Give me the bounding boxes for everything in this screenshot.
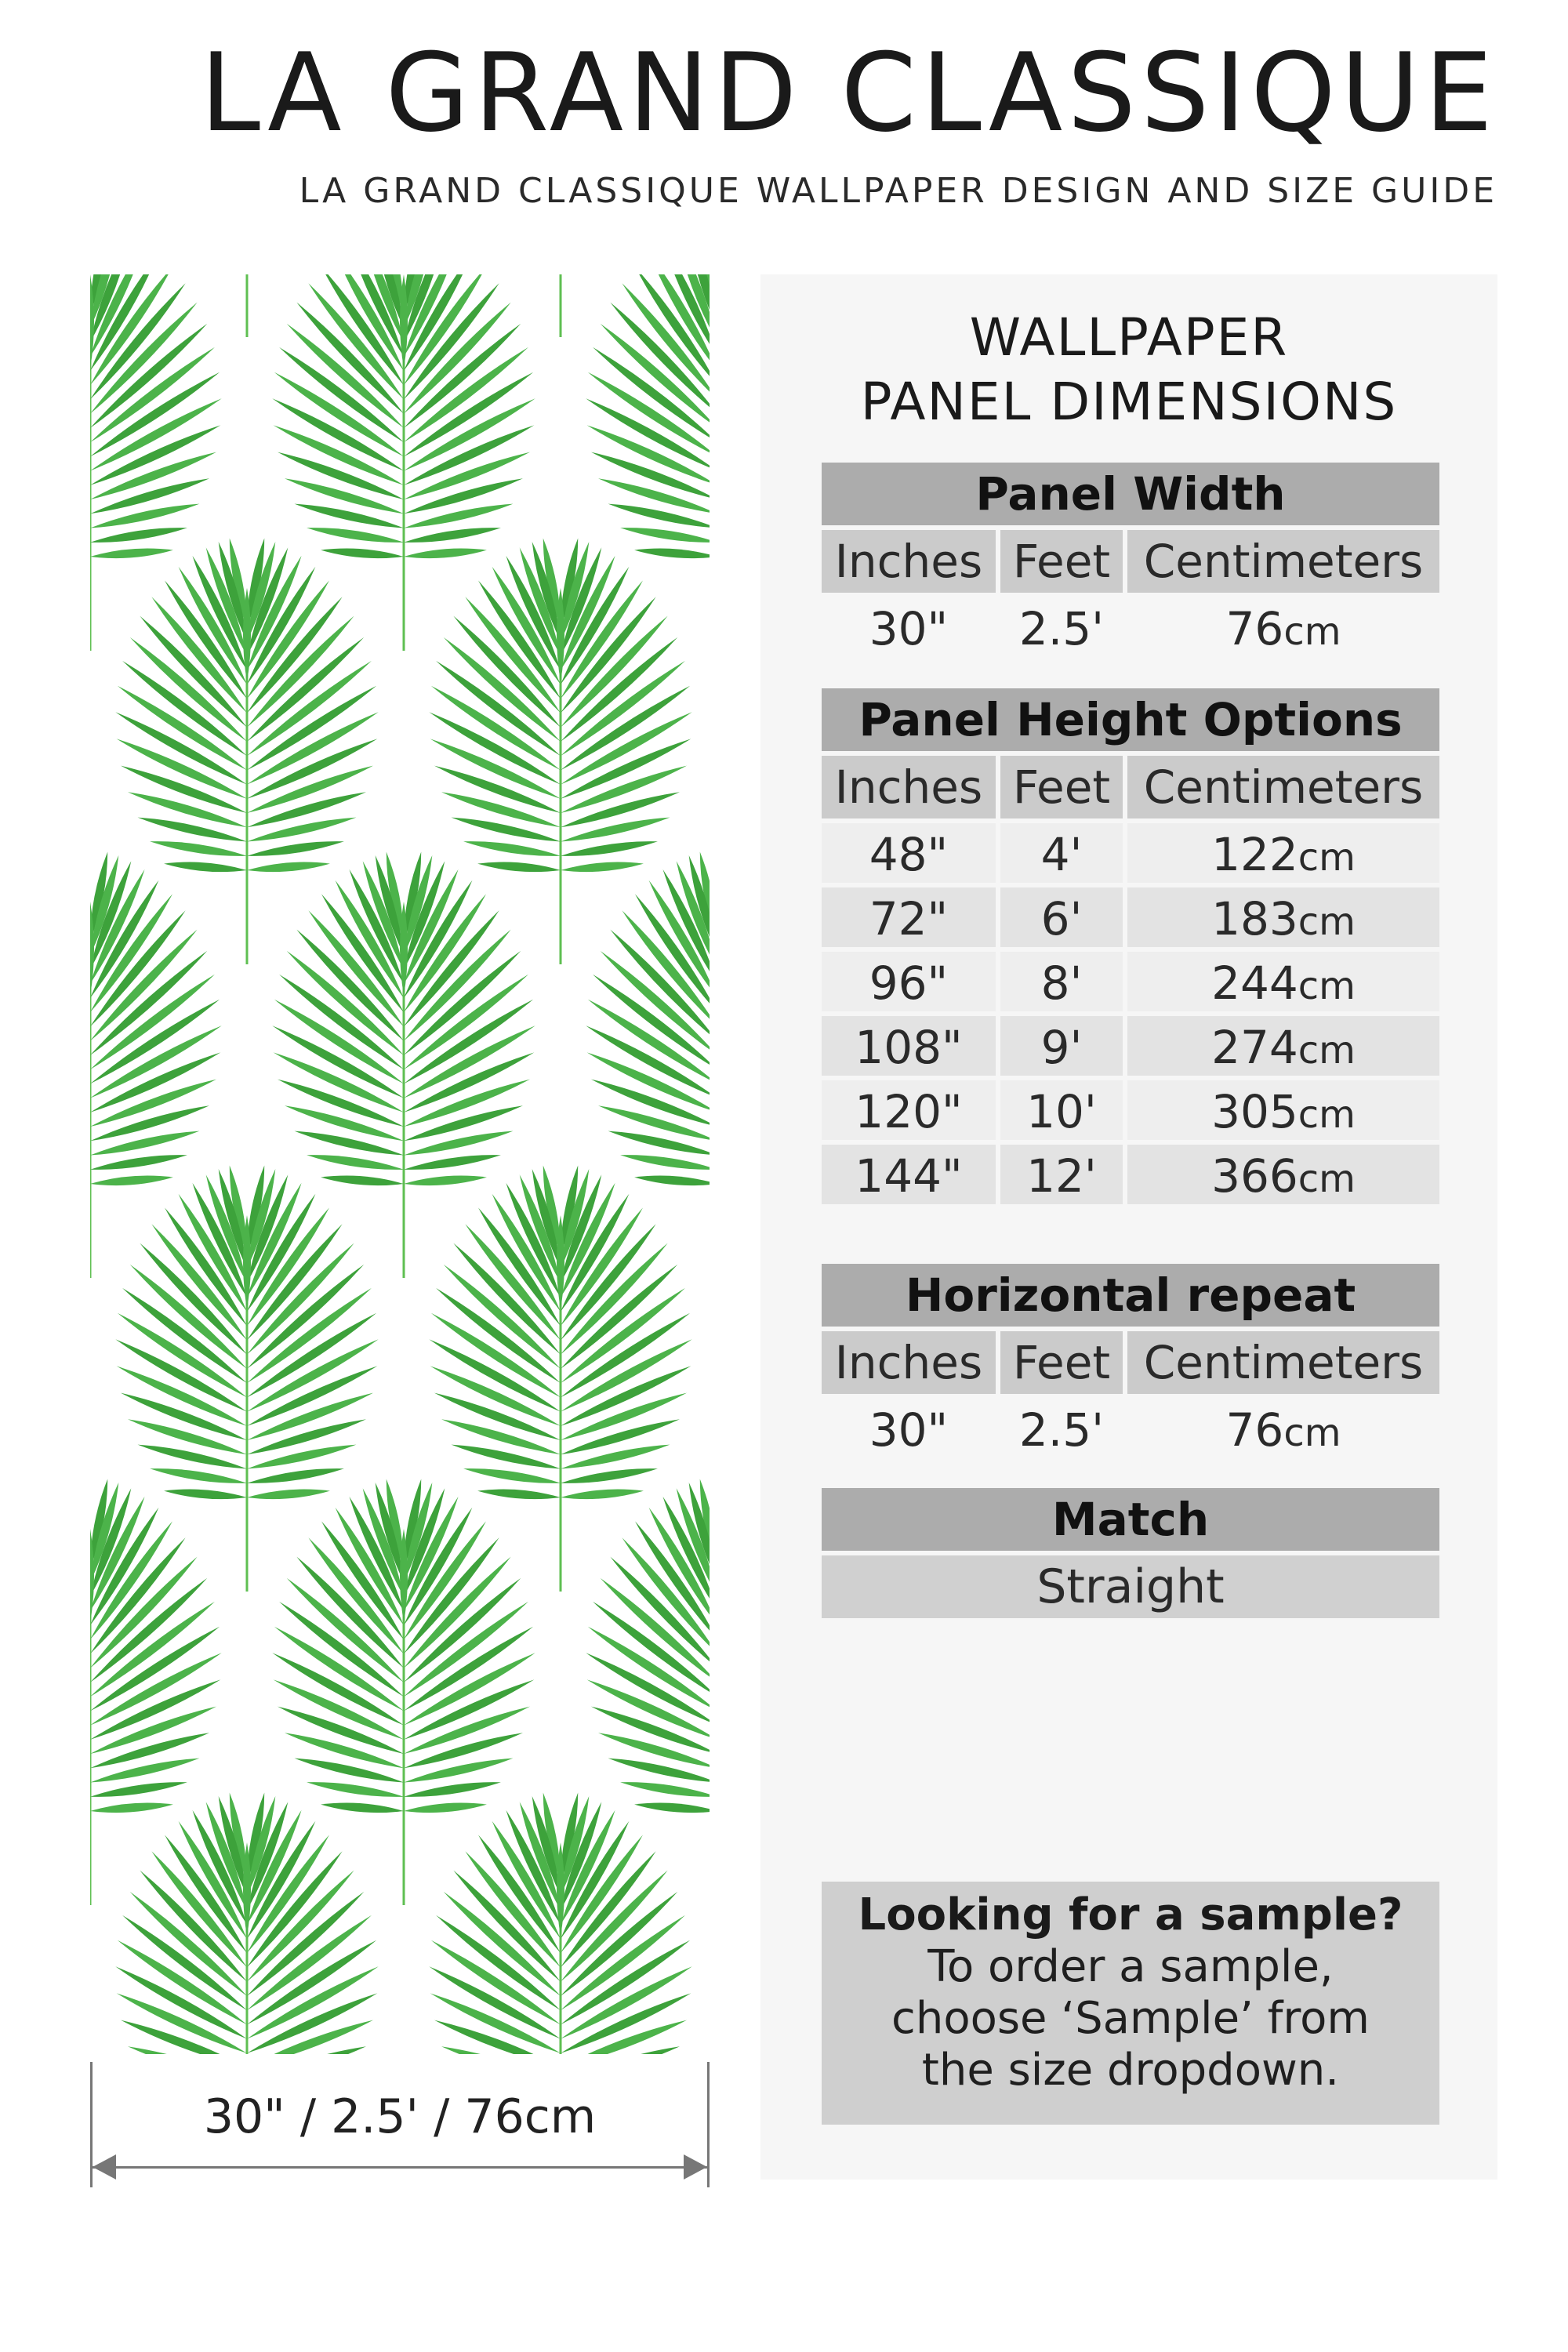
swatch-width-label: 30" / 2.5' / 76cm	[203, 2089, 597, 2144]
panel-title-line1: WALLPAPER	[969, 307, 1289, 368]
column-headers	[822, 530, 1439, 593]
palm-leaf-icon	[272, 274, 535, 651]
width-cm	[1127, 597, 1439, 660]
height-cm	[1127, 1145, 1439, 1204]
height-cm-value: 244	[1211, 956, 1298, 1010]
height-feet: 6'	[1000, 887, 1123, 947]
col-inches: Inches	[822, 756, 996, 818]
panel-title-line2: PANEL DIMENSIONS	[860, 372, 1398, 432]
wallpaper-swatch	[90, 274, 710, 2054]
height-cm-unit: cm	[1298, 1157, 1356, 1201]
panel-width-table	[822, 463, 1439, 660]
width-inches: 30"	[869, 602, 949, 655]
height-cm-value: 183	[1211, 892, 1298, 946]
arrow-right-icon	[684, 2154, 707, 2180]
palm-leaf-icon	[115, 274, 378, 337]
match-value: Straight	[822, 1555, 1439, 1618]
palm-leaf-icon	[429, 538, 691, 964]
palm-leaf-icon	[115, 1165, 378, 1592]
dimensions-panel	[760, 274, 1497, 2180]
match-header: Match	[822, 1488, 1439, 1551]
panel-height-table	[822, 688, 1439, 1204]
sample-line-3: the size dropdown.	[921, 2045, 1340, 2096]
height-cm-unit: cm	[1298, 836, 1356, 880]
column-headers	[822, 756, 1439, 818]
col-centimeters: Centimeters	[1127, 756, 1439, 818]
height-inches: 96"	[822, 952, 996, 1011]
height-inches: 120"	[822, 1080, 996, 1140]
arrow-left-icon	[93, 2154, 116, 2180]
height-cm-unit: cm	[1298, 1093, 1356, 1137]
height-cm-unit: cm	[1298, 1029, 1356, 1073]
table-row	[822, 952, 1439, 1011]
palm-leaf-icon	[90, 851, 222, 1278]
palm-leaf-pattern	[90, 274, 710, 2054]
palm-leaf-icon	[586, 1479, 710, 1905]
panel-title	[760, 306, 1497, 434]
palm-leaf-icon	[429, 1165, 691, 1592]
column-headers	[822, 1331, 1439, 1394]
col-inches: Inches	[822, 1331, 996, 1394]
height-feet: 8'	[1000, 952, 1123, 1011]
height-cm	[1127, 823, 1439, 883]
height-cm	[1127, 952, 1439, 1011]
table-row	[822, 1145, 1439, 1204]
col-feet: Feet	[1000, 756, 1123, 818]
table-row	[822, 887, 1439, 947]
table-row	[822, 1080, 1439, 1140]
col-feet: Feet	[1000, 530, 1123, 593]
width-feet: 2.5'	[1018, 602, 1105, 655]
col-feet: Feet	[1000, 1331, 1123, 1394]
height-cm-unit: cm	[1298, 900, 1356, 944]
brand-header	[200, 30, 1497, 211]
panel-height-header: Panel Height Options	[822, 688, 1439, 751]
palm-leaf-icon	[115, 1792, 378, 2054]
height-feet: 10'	[1000, 1080, 1123, 1140]
horizontal-repeat-header: Horizontal repeat	[822, 1264, 1439, 1327]
sample-info-box	[822, 1882, 1439, 2125]
table-row	[822, 1016, 1439, 1076]
repeat-cm-unit: cm	[1283, 1411, 1341, 1455]
brand-title: LA GRAND CLASSIQUE	[200, 30, 1497, 156]
height-feet: 9'	[1000, 1016, 1123, 1076]
match-table	[822, 1488, 1439, 1618]
height-cm-value: 305	[1211, 1085, 1298, 1138]
horizontal-repeat-table	[822, 1264, 1439, 1461]
width-cm-unit: cm	[1283, 610, 1341, 654]
height-cm	[1127, 1080, 1439, 1140]
height-cm	[1127, 887, 1439, 947]
height-cm-value: 274	[1211, 1021, 1298, 1074]
repeat-inches: 30"	[869, 1403, 949, 1457]
height-feet: 12'	[1000, 1145, 1123, 1204]
height-cm	[1127, 1016, 1439, 1076]
palm-leaf-icon	[429, 1792, 691, 2054]
palm-leaf-icon	[90, 274, 222, 651]
horizontal-repeat-values	[822, 1399, 1439, 1461]
height-cm-unit: cm	[1298, 964, 1356, 1008]
col-inches: Inches	[822, 530, 996, 593]
palm-leaf-icon	[90, 1479, 222, 1905]
repeat-cm-value: 76	[1225, 1403, 1284, 1457]
sample-line-1: To order a sample,	[927, 1941, 1334, 1992]
width-cm-value: 76	[1225, 602, 1284, 655]
repeat-feet: 2.5'	[1018, 1403, 1105, 1457]
panel-width-header: Panel Width	[822, 463, 1439, 525]
dimension-line	[93, 2166, 707, 2169]
height-cm-value: 366	[1211, 1149, 1298, 1203]
col-centimeters: Centimeters	[1127, 530, 1439, 593]
palm-leaf-icon	[586, 274, 710, 651]
col-centimeters: Centimeters	[1127, 1331, 1439, 1394]
height-feet: 4'	[1000, 823, 1123, 883]
height-inches: 72"	[822, 887, 996, 947]
palm-leaf-icon	[429, 274, 691, 337]
sample-question: Looking for a sample?	[858, 1889, 1403, 1940]
height-inches: 108"	[822, 1016, 996, 1076]
height-cm-value: 122	[1211, 828, 1298, 881]
sample-line-2: choose ‘Sample’ from	[891, 1993, 1370, 2044]
palm-leaf-icon	[115, 538, 378, 964]
palm-leaf-icon	[272, 851, 535, 1278]
palm-leaf-icon	[272, 1479, 535, 1905]
height-inches: 144"	[822, 1145, 996, 1204]
palm-leaf-icon	[586, 851, 710, 1278]
panel-width-values	[822, 597, 1439, 660]
repeat-cm	[1127, 1399, 1439, 1461]
table-row	[822, 823, 1439, 883]
brand-subtitle: LA GRAND CLASSIQUE WALLPAPER DESIGN AND SIZE GUIDE	[299, 171, 1497, 211]
height-inches: 48"	[822, 823, 996, 883]
